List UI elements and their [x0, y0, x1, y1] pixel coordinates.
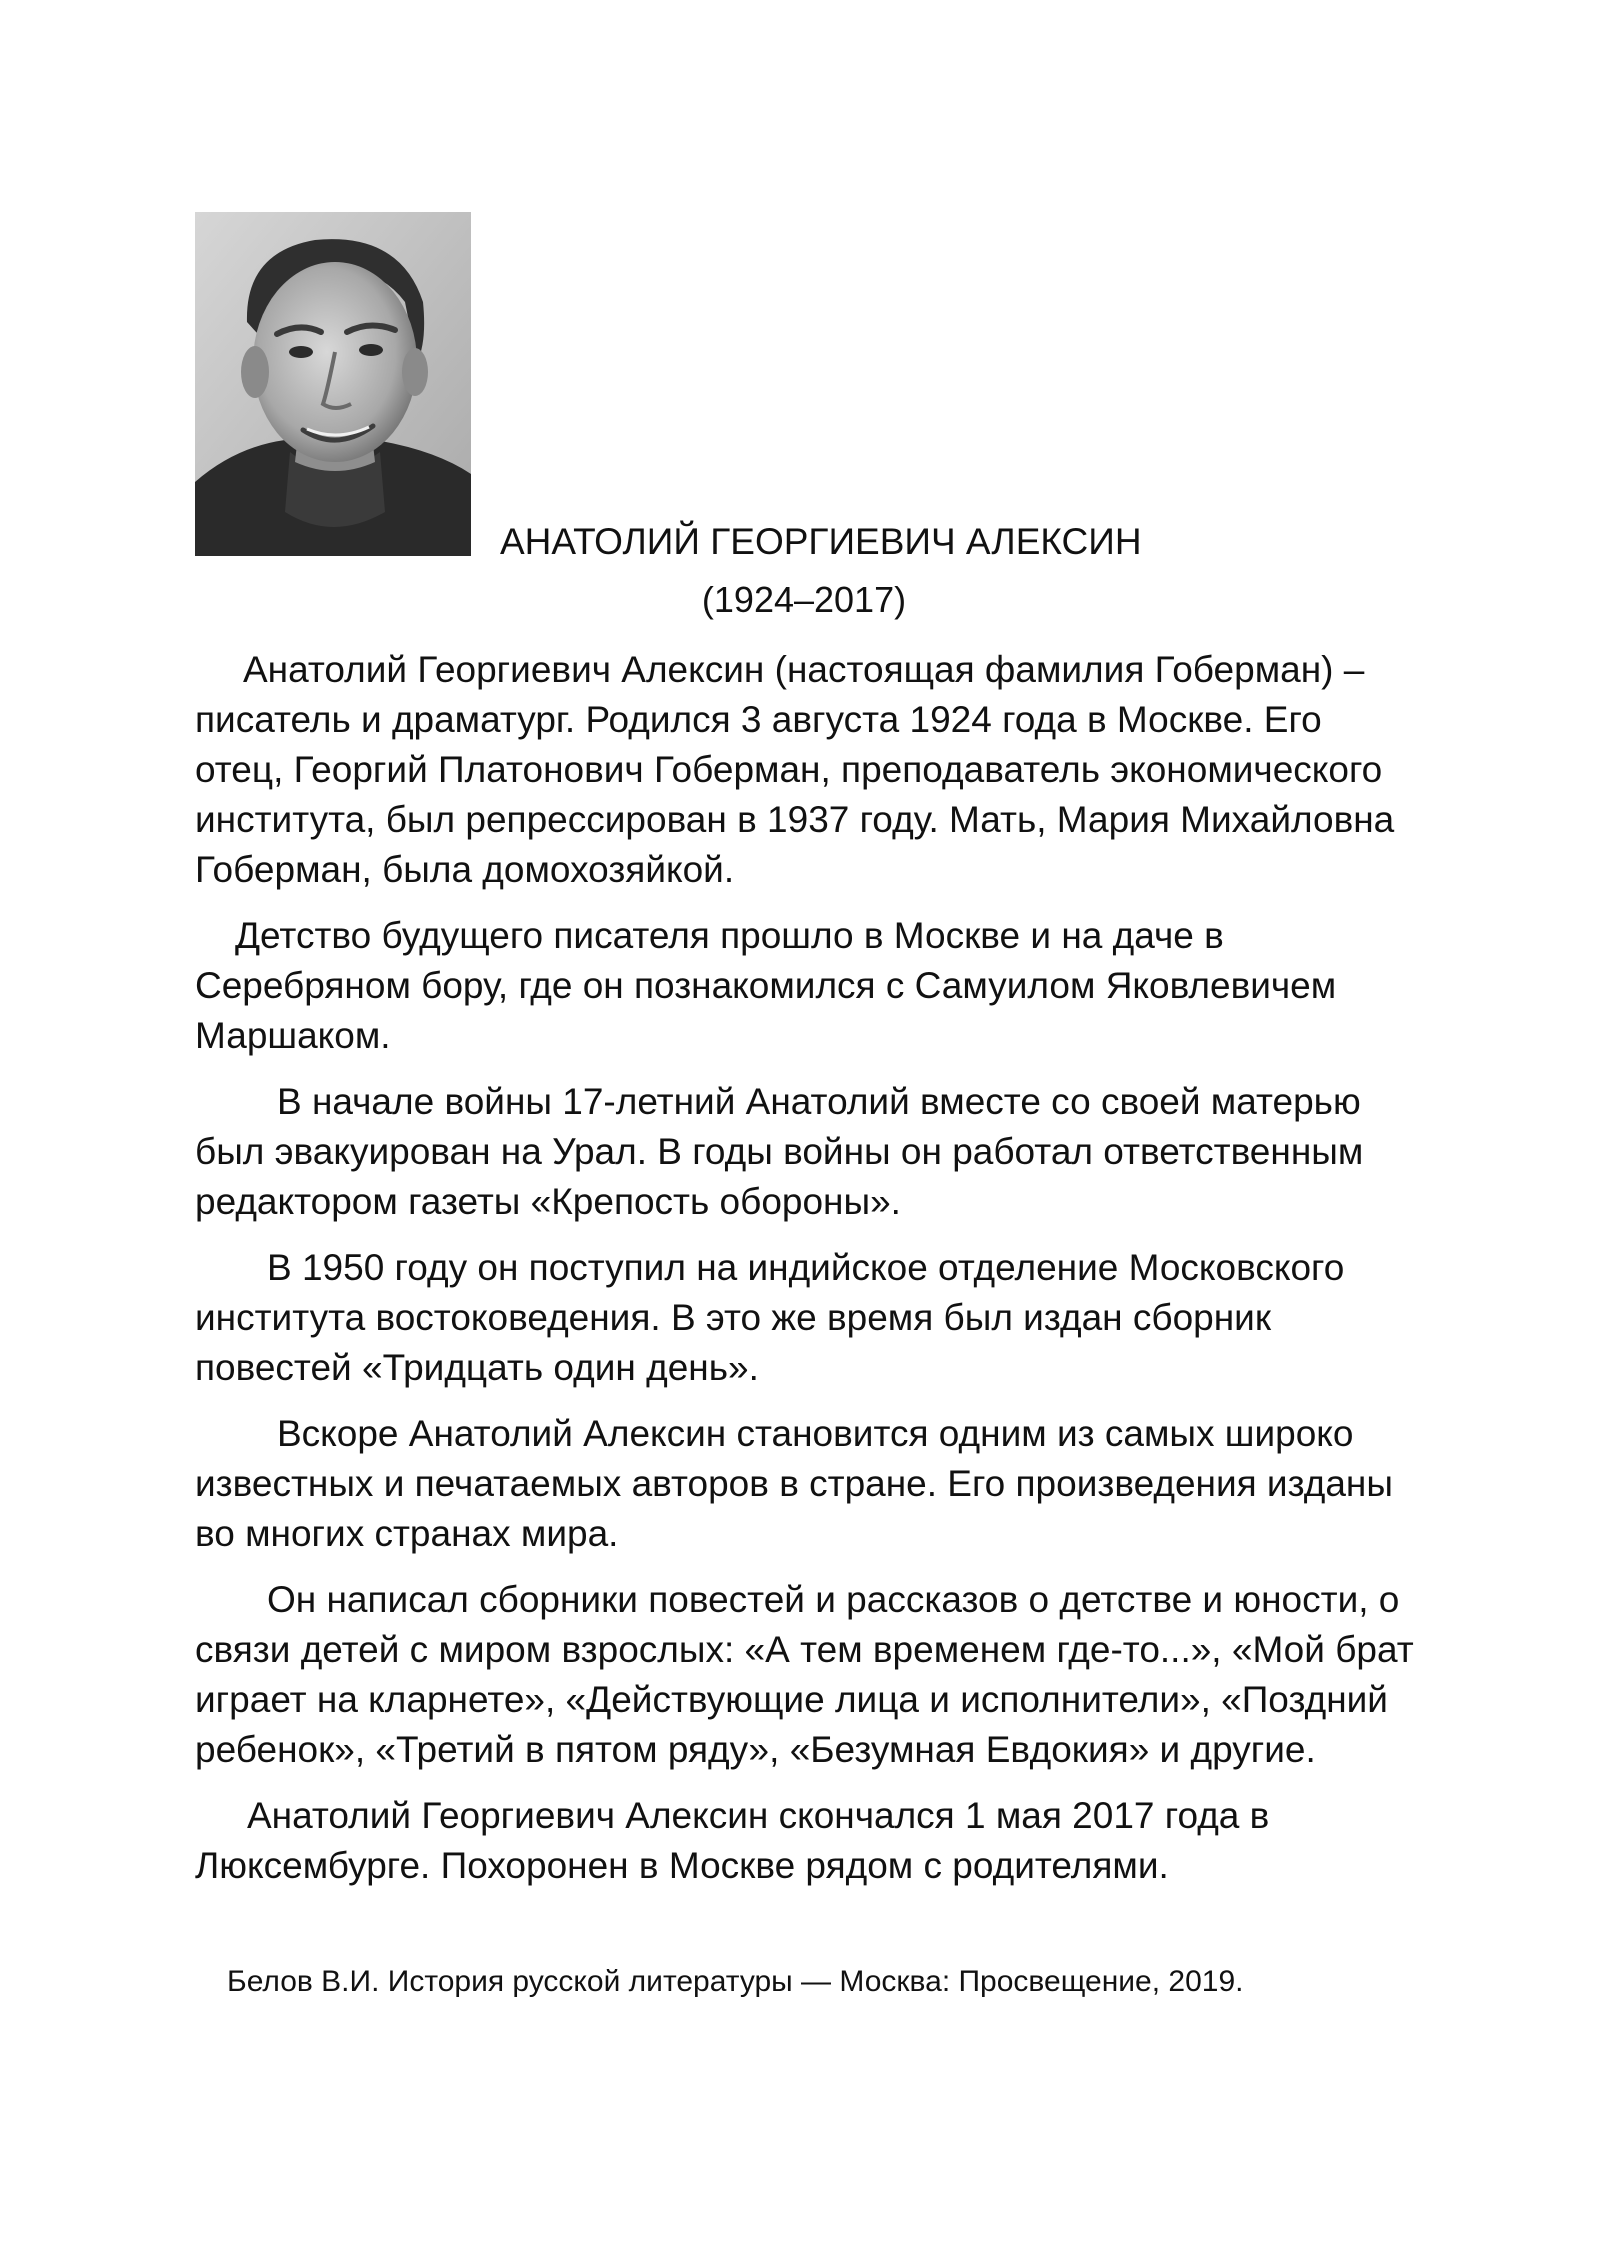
author-name: АНАТОЛИЙ ГЕОРГИЕВИЧ АЛЕКСИН — [500, 521, 1142, 562]
paragraph-1: Анатолий Георгиевич Алексин (настоящая фамилия Гоберман) – писатель и драматург. Родился 3 августа 1924 года в Москве. Его отец, Георгий Платонович Гоберман, преподаватель экономического института, был репрессирован в 1937 году. Мать, Мария Михайловна Гоберман, была домохозяйкой. — [195, 649, 1395, 890]
biography-text — [195, 645, 1415, 1907]
paragraph-7: Анатолий Георгиевич Алексин скончался 1 мая 2017 года в Люксембурге. Похоронен в Москве рядом с родителями. — [195, 1795, 1270, 1886]
paragraph-6: Он написал сборники повестей и рассказов о детстве и юности, о связи детей с миром взрослых: «А тем временем где-то...», «Мой брат играет на кларнете», «Действующие лица и исполнители», «Поздний ребенок», «Третий в пятом ряду», «Безумная Евдокия» и другие. — [195, 1579, 1414, 1770]
paragraph-3: В начале войны 17-летний Анатолий вместе со своей матерью был эвакуирован на Урал. В годы войны он работал ответственным редактором газеты «Крепость обороны». — [195, 1081, 1364, 1222]
paragraph-5: Вскоре Анатолий Алексин становится одним из самых широко известных и печатаемых авторов в стране. Его произведения изданы во многих странах мира. — [195, 1413, 1393, 1554]
author-portrait — [195, 212, 471, 556]
paragraph-2: Детство будущего писателя прошло в Москве и на даче в Серебряном бору, где он познакомился с Самуилом Яковлевичем Маршаком. — [195, 915, 1337, 1056]
paragraph-4: В 1950 году он поступил на индийское отделение Московского института востоковедения. В это же время был издан сборник повестей «Тридцать один день». — [195, 1247, 1345, 1388]
source-citation: Белов В.И. История русской литературы — Москва: Просвещение, 2019. — [227, 1965, 1244, 1998]
author-years: (1924–2017) — [701, 579, 907, 620]
